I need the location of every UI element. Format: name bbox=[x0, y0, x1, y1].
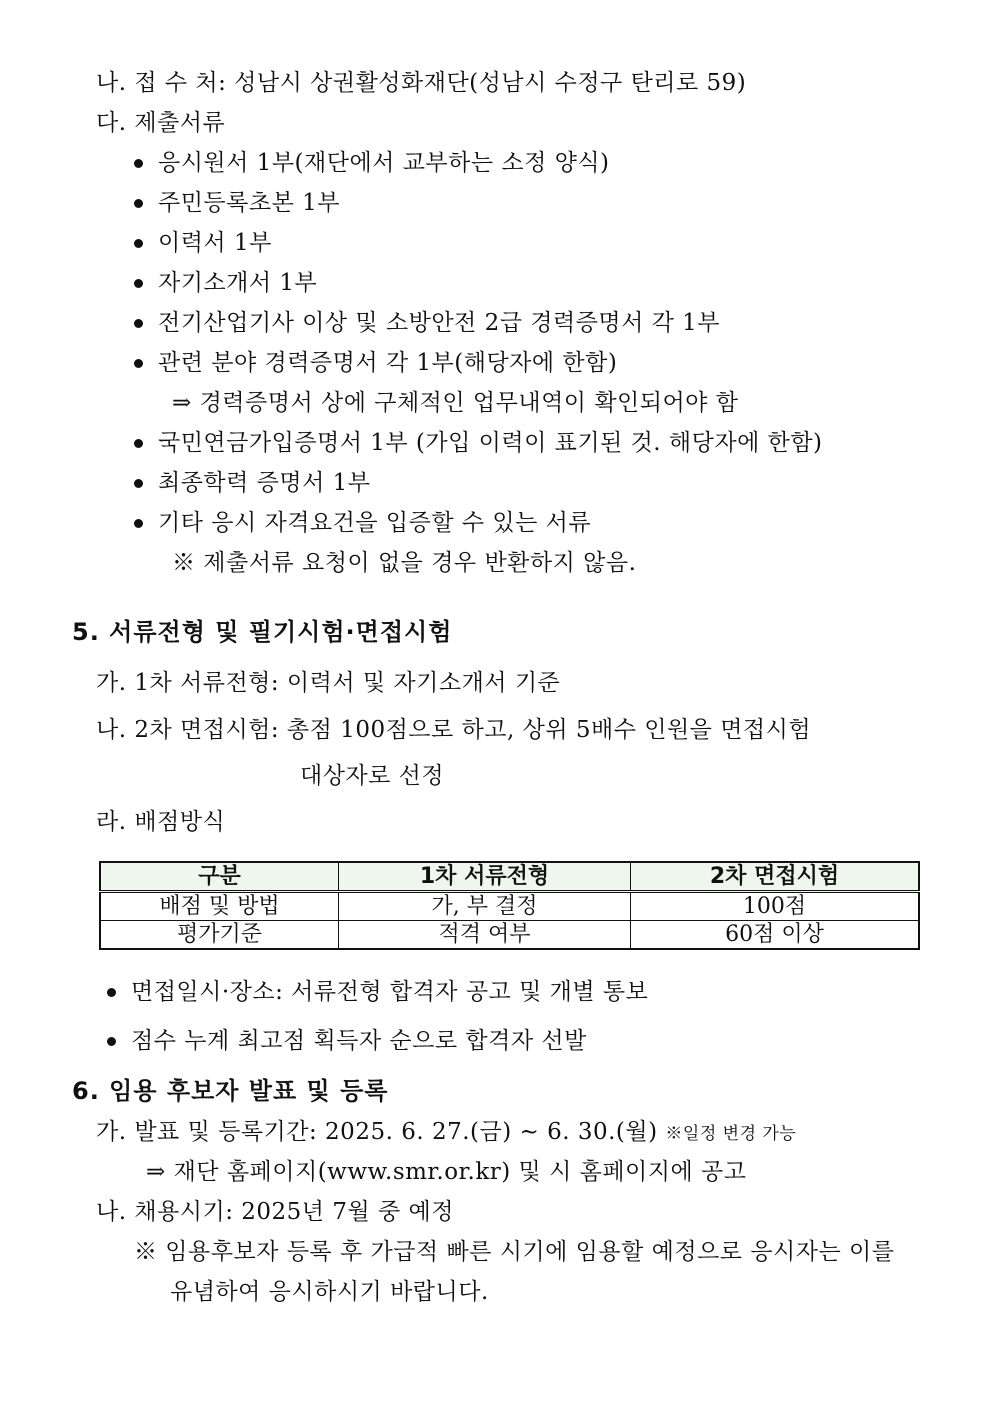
document-item: 국민연금가입증명서 1부 (가입 이력이 표기된 것. 해당자에 한함) bbox=[158, 430, 823, 456]
document-item: 최종학력 증명서 1부 bbox=[158, 470, 371, 496]
table-cell: 평가기준 bbox=[100, 921, 339, 950]
reception-line: 나. 접 수 처: 성남시 상권활성화재단(성남시 수정구 탄리로 59) bbox=[96, 70, 747, 96]
table-header: 구분 bbox=[100, 862, 339, 892]
table-cell: 가, 부 결정 bbox=[339, 892, 631, 921]
table-cell: 60점 이상 bbox=[631, 921, 920, 950]
section5-item-na-cont: 대상자로 선정 bbox=[300, 763, 445, 789]
table-header: 2차 면접시험 bbox=[631, 862, 920, 892]
document-item: 응시원서 1부(재단에서 교부하는 소정 양식) bbox=[158, 150, 610, 176]
table-row bbox=[100, 892, 919, 921]
table-cell: 배점 및 방법 bbox=[100, 892, 339, 921]
career-note: ⇒ 경력증명서 상에 구체적인 업무내역이 확인되어야 함 bbox=[172, 390, 739, 416]
documents-title: 다. 제출서류 bbox=[96, 110, 226, 136]
table-cell: 적격 여부 bbox=[339, 921, 631, 950]
section6-item-na: 나. 채용시기: 2025년 7월 중 예정 bbox=[96, 1199, 454, 1225]
document-item: 자기소개서 1부 bbox=[158, 270, 318, 296]
section5-title: 5. 서류전형 및 필기시험·면접시험 bbox=[72, 618, 453, 646]
schedule-change-note: ※일정 변경 가능 bbox=[665, 1124, 797, 1144]
notice-line-2: 유념하여 응시하시기 바랍니다. bbox=[170, 1279, 489, 1305]
document-item: 주민등록초본 1부 bbox=[158, 190, 340, 216]
document-item: 기타 응시 자격요건을 입증할 수 있는 서류 bbox=[158, 510, 592, 536]
section6-title: 6. 임용 후보자 발표 및 등록 bbox=[72, 1077, 389, 1105]
section5-item-ga: 가. 1차 서류전형: 이력서 및 자기소개서 기준 bbox=[96, 670, 561, 696]
announce-note: ⇒ 재단 홈페이지(www.smr.or.kr) 및 시 홈페이지에 공고 bbox=[146, 1159, 747, 1185]
section5-item-na: 나. 2차 면접시험: 총점 100점으로 하고, 상위 5배수 인원을 면접시험 bbox=[96, 717, 812, 743]
section6-item-ga bbox=[96, 1117, 796, 1149]
table-header: 1차 서류전형 bbox=[339, 862, 631, 892]
document-item: 관련 분야 경력증명서 각 1부(해당자에 한함) bbox=[158, 350, 618, 376]
announcement-period: 가. 발표 및 등록기간: 2025. 6. 27.(금) ∼ 6. 30.(월) bbox=[96, 1119, 658, 1145]
table-row bbox=[100, 921, 919, 950]
selection-rule-item: 점수 누계 최고점 획득자 순으로 합격자 선발 bbox=[131, 1028, 587, 1054]
document-item: 전기산업기사 이상 및 소방안전 2급 경력증명서 각 1부 bbox=[158, 310, 721, 336]
section5-item-ra: 라. 배점방식 bbox=[96, 809, 226, 835]
table-header-row bbox=[100, 862, 919, 892]
table-cell: 100점 bbox=[631, 892, 920, 921]
document-item: 이력서 1부 bbox=[158, 230, 272, 256]
interview-schedule-item: 면접일시·장소: 서류전형 합격자 공고 및 개별 통보 bbox=[131, 979, 649, 1005]
scoring-table bbox=[99, 861, 920, 950]
notice-line-1: ※ 임용후보자 등록 후 가급적 빠른 시기에 임용할 예정으로 응시자는 이를 bbox=[134, 1239, 895, 1265]
return-note: ※ 제출서류 요청이 없을 경우 반환하지 않음. bbox=[172, 550, 637, 576]
